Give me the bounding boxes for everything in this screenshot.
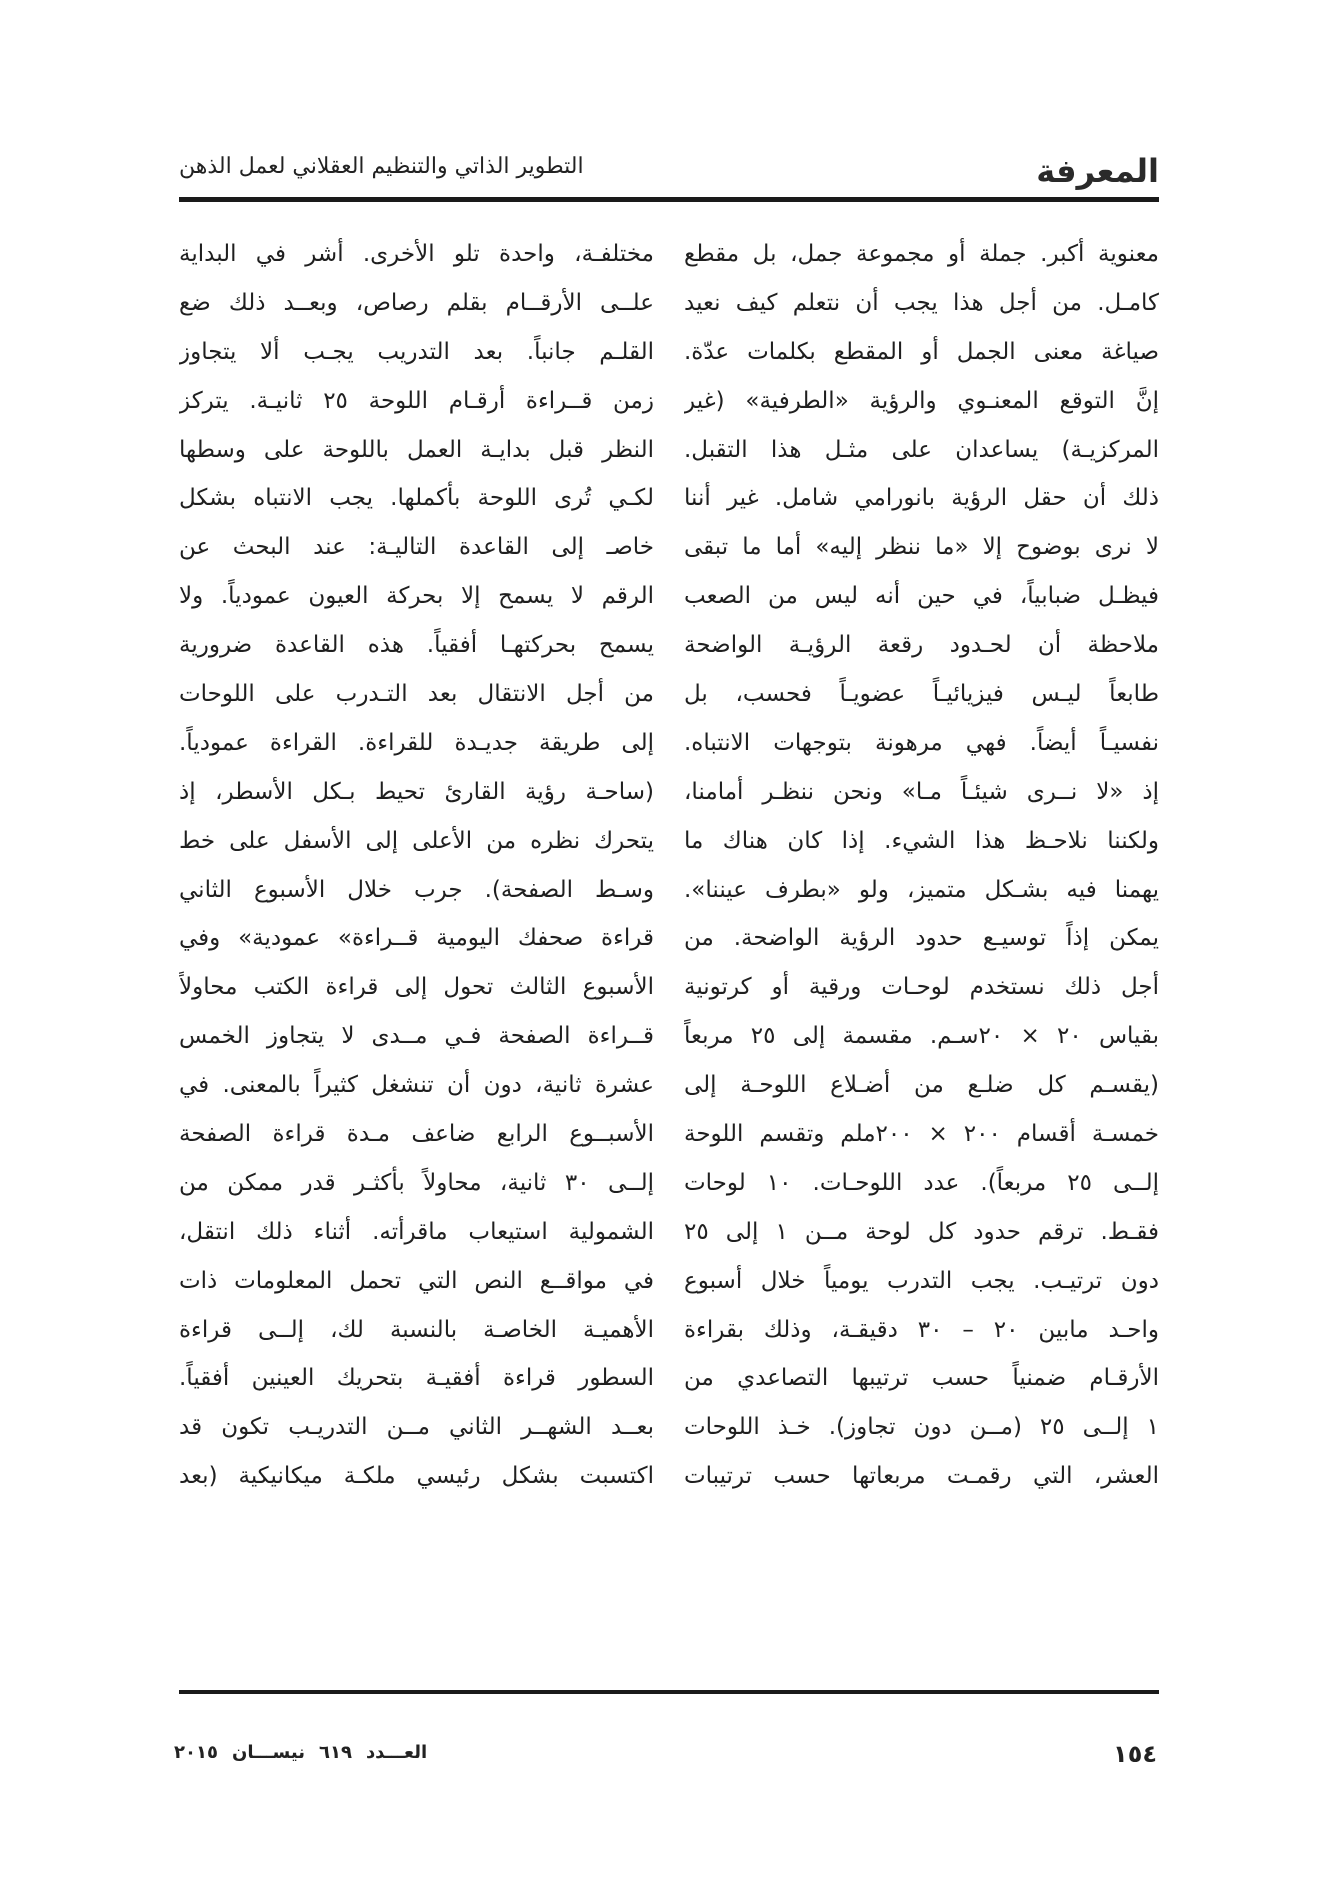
text-line: (ساحـة رؤية القارئ تحيط بـكل الأسطر، إذ (179, 778, 654, 805)
text-line: يتحرك نظره من الأعلى إلى الأسفل على خط (179, 827, 654, 854)
text-column-right (684, 230, 1159, 1670)
running-title: التطوير الذاتي والتنظيم العقلاني لعمل الذهن (179, 154, 584, 179)
text-line: لا نرى بوضوح إلا «ما ننظر إليه» أما ما تبقى (684, 534, 1159, 561)
issue-year: ٢٠١٥ (174, 1742, 218, 1763)
text-line: كامـل. من أجل هذا يجب أن نتعلم كيف نعيد (684, 289, 1159, 316)
text-line: القلـم جانباً. بعد التدريب يجـب ألا يتجاوز (179, 338, 654, 365)
text-line: بقياس ٢٠ × ٢٠سـم. مقسمة إلى ٢٥ مربعاً (684, 1023, 1159, 1050)
page-header (179, 150, 1159, 196)
text-line: عشرة ثانية، دون أن تنشغل كثيراً بالمعنى. في (179, 1072, 654, 1099)
text-line: خاصـ إلى القاعدة التاليـة: عند البحث عن (179, 534, 654, 561)
text-line: إذ «لا نــرى شيئـاً مـا» ونحن ننظـر أمامنا، (684, 778, 1159, 805)
text-line: قراءة صحفك اليومية قــراءة» عمودية» وفي (179, 925, 654, 952)
text-line: ذلك أن حقل الرؤية بانورامي شامل. غير أننا (684, 485, 1159, 512)
text-line: دون ترتيـب. يجب التدرب يومياً خلال أسبوع (684, 1267, 1159, 1294)
magazine-logo: المعرفة (1036, 152, 1159, 190)
text-line: الأرقـام ضمنياً حسب ترتيبها التصاعدي من (684, 1365, 1159, 1392)
text-line: وسـط الصفحة). جرب خلال الأسبوع الثاني (179, 876, 654, 903)
text-line: واحـد مابين ٢٠ – ٣٠ دقيقـة، وذلك بقراءة (684, 1316, 1159, 1343)
text-line: مختلفـة، واحدة تلو الأخرى. أشر في البداية (179, 241, 654, 267)
text-line: خمسـة أقسام ٢٠٠ × ٢٠٠ملم وتقسم اللوحة (684, 1121, 1159, 1148)
text-line: قــراءة الصفحة فـي مــدى لا يتجاوز الخمس (179, 1023, 654, 1050)
text-line: الأسبوع الثالث تحول إلى قراءة الكتب محاولاً (179, 974, 654, 1001)
text-line: ملاحظة أن لحـدود رقعة الرؤيـة الواضحة (684, 632, 1159, 659)
text-line: في مواقــع النص التي تحمل المعلومات ذات (179, 1267, 654, 1294)
text-line: زمن قــراءة أرقـام اللوحة ٢٥ ثانيـة. يتركز (179, 387, 654, 414)
text-line: فقـط. ترقم حدود كل لوحة مــن ١ إلى ٢٥ (684, 1218, 1159, 1245)
text-line: بعــد الشهــر الثاني مــن التدريـب تكون قد (179, 1414, 654, 1441)
text-line: الشمولية استيعاب ماقرأته. أثناء ذلك انتقل، (179, 1218, 654, 1245)
text-line: الأسبــوع الرابع ضاعف مـدة قراءة الصفحة (179, 1121, 654, 1148)
text-line: نفسيـاً أيضاً. فهي مرهونة بتوجهات الانتباه. (684, 729, 1159, 756)
text-line: إلــى ٢٥ مربعاً). عدد اللوحـات. ١٠ لوحات (684, 1169, 1159, 1196)
issue-number: ٦١٩ (318, 1742, 352, 1763)
issue-label: العـــدد (365, 1742, 428, 1763)
text-line: يسمح بحركتهـا أفقياً. هذه القاعدة ضرورية (179, 632, 654, 659)
text-line: معنوية أكبر. جملة أو مجموعة جمل، بل مقطع (684, 241, 1159, 267)
text-line: صياغة معنى الجمل أو المقطع بكلمات عدّة. (684, 338, 1159, 365)
text-line: طابعاً ليـس فيزيائيـاً عضويـاً فحسب، بل (684, 681, 1159, 708)
text-line: المركزيـة) يساعدان على مثـل هذا التقبل. (684, 436, 1159, 463)
text-line: الرقم لا يسمح إلا بحركة العيون عمودياً. ولا (179, 583, 654, 610)
header-rule (179, 197, 1159, 202)
page-number: ١٥٤ (1113, 1740, 1157, 1768)
text-line: العشر، التي رقمـت مربعاتها حسب ترتيبات (684, 1463, 1159, 1490)
text-line: ولكننا نلاحـظ هذا الشيء. إذا كان هناك ما (684, 827, 1159, 854)
text-line: لكـي تُرى اللوحة بأكملها. يجب الانتباه بشكل (179, 485, 654, 512)
text-line: الأهميـة الخاصـة بالنسبة لك، إلــى قراءة (179, 1316, 654, 1343)
text-line: أجل ذلك نستخدم لوحـات ورقية أو كرتونية (684, 974, 1159, 1001)
issue-info (160, 1742, 427, 1763)
text-line: إلى طريقة جديـدة للقراءة. القراءة عمودياً. (179, 729, 654, 756)
text-line: (يقسـم كل ضلـع من أضـلاع اللوحـة إلى (684, 1072, 1159, 1099)
text-line: إنَّ التوقع المعنـوي والرؤية «الطرفية» (غير (684, 387, 1159, 414)
text-line: علــى الأرقــام بقلم رصاص، وبعــد ذلك ضع (179, 289, 654, 316)
text-line: فيظـل ضبابياً، في حين أنه ليس من الصعب (684, 583, 1159, 610)
text-line: يهمنا فيه بشـكل متميز، ولو «بطرف عيننا». (684, 876, 1159, 903)
issue-month: نيســـان (231, 1742, 305, 1763)
text-line: النظر قبل بدايـة العمل باللوحة على وسطها (179, 436, 654, 463)
text-line: اكتسبت بشكل رئيسي ملكـة ميكانيكية (بعد (179, 1463, 654, 1490)
text-line: من أجل الانتقال بعد التـدرب على اللوحات (179, 681, 654, 708)
text-line: السطور قراءة أفقيـة بتحريك العينين أفقياً. (179, 1365, 654, 1392)
footer-rule (179, 1690, 1159, 1694)
text-line: يمكن إذاً توسيـع حدود الرؤية الواضحة. من (684, 925, 1159, 952)
text-line: إلــى ٣٠ ثانية، محاولاً بأكثـر قدر ممكن من (179, 1169, 654, 1196)
text-column-left (179, 230, 654, 1670)
text-line: ١ إلــى ٢٥ (مــن دون تجاوز). خـذ اللوحات (684, 1414, 1159, 1441)
